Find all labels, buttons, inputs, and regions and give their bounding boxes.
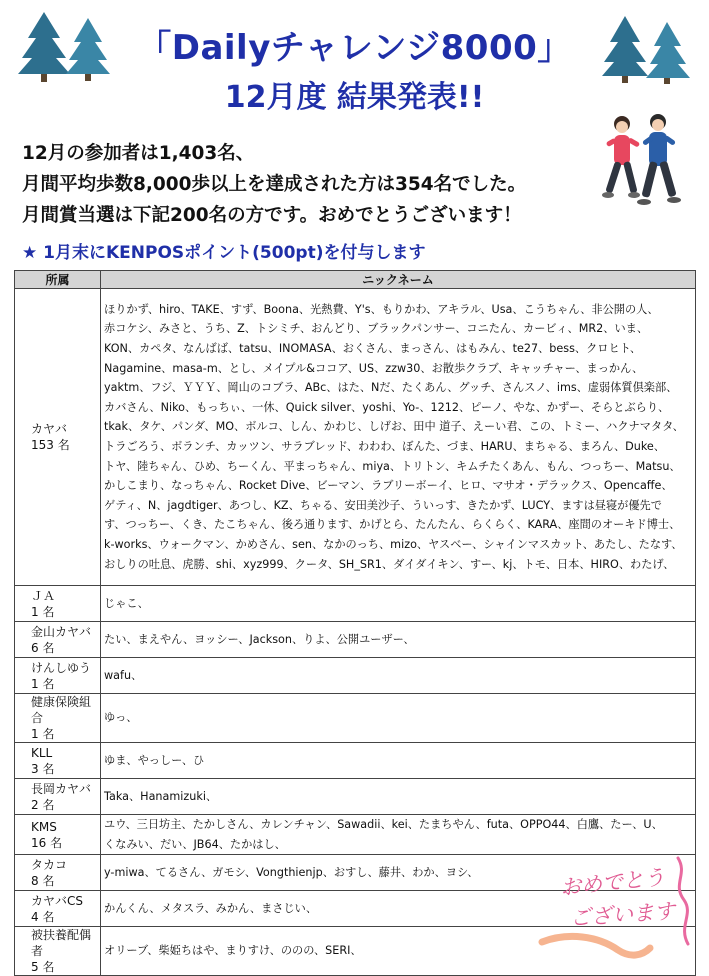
- nickname-cell: [101, 779, 696, 815]
- congratulations-stamp: [538, 852, 698, 960]
- nickname-cell: [101, 586, 696, 622]
- dept-cell: 長岡カヤバ 2 名: [15, 779, 101, 815]
- nickname-cell: [101, 622, 696, 658]
- nickname-cell: [101, 289, 696, 586]
- column-header-dept: 所属: [15, 271, 101, 289]
- nickname-line: Nagamine、masa-m、とし、メイプル&ココア、US、zzw30、お散歩クラブ、キャッチャー、まっかん、: [104, 361, 644, 375]
- nickname-line: ほりかず、hiro、TAKE、すず、Boona、光熱費、Y's、もりかわ、アキラル、Usa、こうちゃん、非公開の人、: [104, 302, 659, 316]
- dept-cell: 金山カヤバ 6 名: [15, 622, 101, 658]
- table-header-row: [15, 271, 696, 289]
- nickname-line: 赤コケシ、みさと、うち、Z、トシミチ、おんどり、ブラックパンサー、コニたん、カービィ、MR2、いま、: [104, 322, 649, 336]
- nickname-line: オリーブ、柴姫ちはや、まりすけ、ののの、SERI、: [104, 944, 362, 958]
- points-notice: ★ 1月末にKENPOSポイント(500pt)を付与します: [22, 243, 426, 263]
- nickname-line: トラごろう、ボランチ、カッツン、サラブレッド、わわわ、ぼんた、づま、HARU、まちゃる、まろん、Duke、: [104, 440, 665, 453]
- table-row: [15, 658, 696, 694]
- table-row: [15, 289, 696, 586]
- intro-text: [22, 138, 526, 231]
- table-row: [15, 815, 696, 855]
- nickname-line: Taka、Hanamizuki、: [104, 789, 218, 803]
- dept-cell: カヤバCS 4 名: [15, 891, 101, 927]
- column-header-nickname: ニックネーム: [101, 271, 696, 289]
- runners-illustration: [596, 110, 692, 210]
- nickname-line: tkak、タケ、パンダ、MO、ボルコ、しん、かわじ、しげお、田中 道子、えーい君、この、トミー、ハクナマタタ、: [104, 420, 684, 434]
- table-row: [15, 586, 696, 622]
- nickname-line: トヤ、陸ちゃん、ひめ、ちーくん、平まっちゃん、miya、トリトン、キムチたくあん、もん、つっちー、Matsu、: [104, 459, 681, 473]
- dept-cell: 被扶養配偶者 5 名: [15, 927, 101, 976]
- nickname-cell: [101, 694, 696, 743]
- nickname-line: くなみい、だい、JB64、たかはし、: [104, 837, 286, 851]
- nickname-line: yaktm、フジ、ＹＹＹ、岡山のコブラ、ABc、はた、Nだ、たくあん、グッチ、さんスノ、ims、虚弱体質倶楽部、: [104, 381, 678, 395]
- dept-cell: 健康保険組合 1 名: [15, 694, 101, 743]
- dept-cell: ＪＡ 1 名: [15, 586, 101, 622]
- nickname-line: wafu、: [104, 668, 143, 682]
- stamp-text-line1: おめでとう: [559, 865, 667, 900]
- table-row: [15, 622, 696, 658]
- stamp-text-line2: ございます: [569, 899, 676, 931]
- intro-line-participants: 12月の参加者は1,403名、: [22, 143, 255, 164]
- table-row: [15, 779, 696, 815]
- nickname-line: y-miwa、てるさん、ガモシ、Vongthienjp、おすし、藤井、わか、ヨシ、: [104, 865, 479, 879]
- dept-cell: カヤバ 153 名: [15, 289, 101, 586]
- page-subtitle: 12月度 結果発表!!: [224, 80, 485, 115]
- intro-line-achievers: 月間平均歩数8,000歩以上を達成された方は354名でした。: [22, 174, 527, 195]
- nickname-line: ゆっ、: [104, 711, 138, 725]
- nickname-line: KON、カペタ、なんばば、tatsu、INOMASA、おくさん、まっさん、はもみん、te27、bess、クロヒト、: [104, 342, 642, 356]
- nickname-line: k-works、ウォークマン、かめさん、sen、なかのっち、mizo、ヤスベー、シャインマスカット、あたし、たなす、: [104, 537, 683, 551]
- table-row: [15, 743, 696, 779]
- nickname-line: じゃこ、: [104, 596, 149, 610]
- dept-cell: KMS 16 名: [15, 815, 101, 855]
- nickname-line: おしりの吐息、虎勝、shi、xyz999、クータ、SH_SR1、ダイダイキン、すー、kj、トモ、日本、HIRO、わたげ、: [104, 557, 675, 571]
- nickname-cell: [101, 815, 696, 855]
- nickname-line: ゆま、やっしー、ひ: [104, 753, 205, 767]
- page-title: 「Dailyチャレンジ8000」: [137, 28, 572, 68]
- nickname-line: かんくん、メタスラ、みかん、まさじい、: [104, 901, 318, 915]
- nickname-cell: [101, 658, 696, 694]
- dept-cell: KLL 3 名: [15, 743, 101, 779]
- table-row: [15, 694, 696, 743]
- nickname-line: ゲティ、N、jagdtiger、あつし、KZ、ちゃる、安田美沙子、ういっす、きたかず、LUCY、ますは昼寝が優先で: [104, 498, 662, 512]
- nickname-line: カバさん、Niko、もっちぃ、一休、Quick silver、yoshi、Yo-、1212、ピーノ、やな、かずー、そらとぶらり、: [104, 400, 670, 414]
- dept-cell: けんしゆう 1 名: [15, 658, 101, 694]
- dept-cell: タカコ 8 名: [15, 855, 101, 891]
- nickname-line: ユウ、三日坊主、たかしさん、カレンチャン、Sawadii、kei、たまちやん、futa、OPPO44、白鷹、たー、U、: [104, 818, 663, 831]
- nickname-line: かしこまり、なっちゃん、Rocket Dive、ビーマン、ラブリーボーイ、ヒロ、マサオ・デラックス、Opencaffe、: [104, 479, 673, 493]
- nickname-line: す、つっちー、くき、たこちゃん、後ろ通ります、かげとら、たんたん、らくらく、KARA、座間のオーキド博士、: [104, 518, 681, 532]
- nickname-line: たい、まえやん、ヨッシー、Jackson、りよ、公開ユーザー、: [104, 632, 415, 646]
- nickname-cell: [101, 743, 696, 779]
- intro-line-winners: 月間賞当選は下記200名の方です。おめでとうございます！: [22, 205, 522, 226]
